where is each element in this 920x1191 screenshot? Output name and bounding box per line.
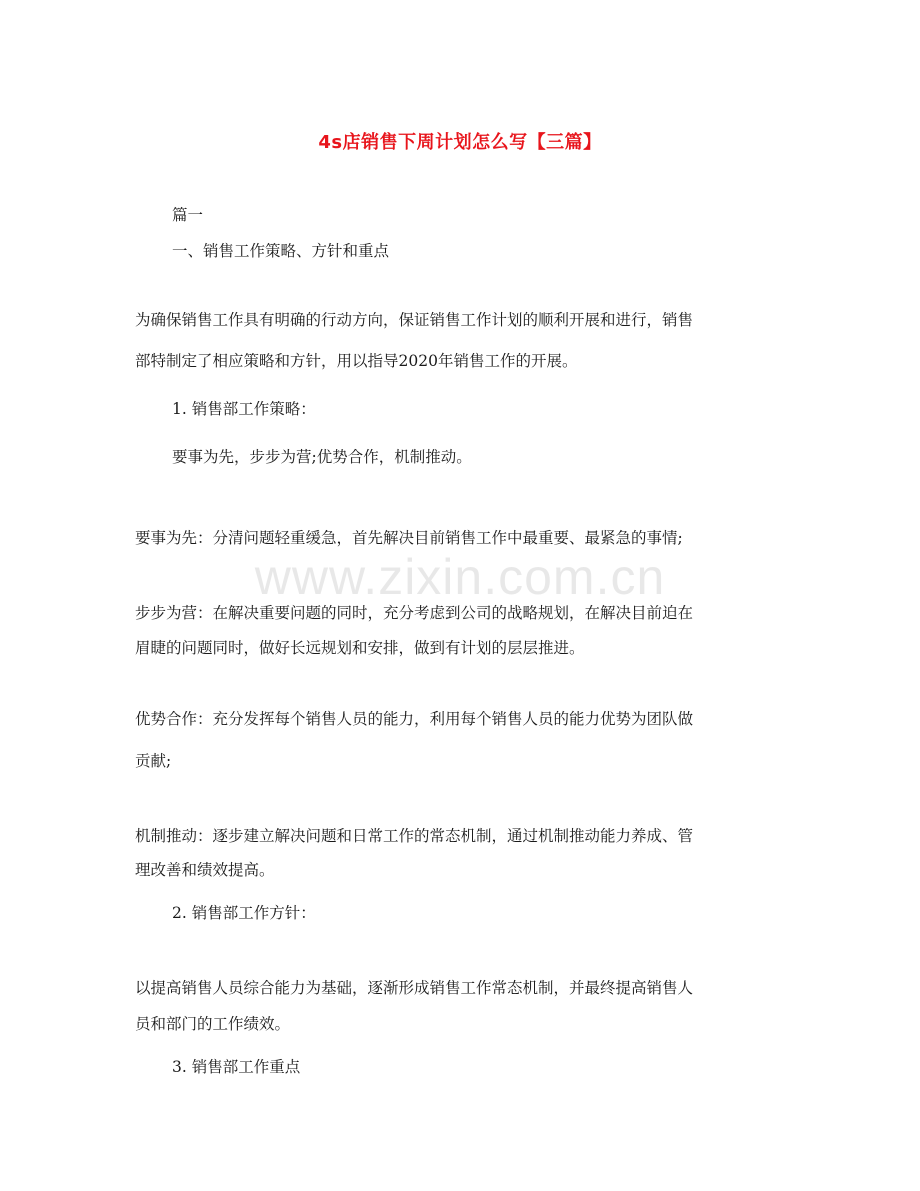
section-heading: 一、销售工作策略、方针和重点: [172, 242, 390, 260]
numbered-heading: 2. 销售部工作方针：: [172, 904, 316, 922]
paragraph-line: 步步为营：在解决重要问题的同时，充分考虑到公司的战略规划，在解决目前迫在: [135, 604, 694, 622]
paragraph-line: 优势合作：充分发挥每个销售人员的能力，利用每个销售人员的能力优势为团队做: [135, 710, 694, 728]
paragraph-line: 贡献;: [135, 752, 172, 770]
paragraph-line: 理改善和绩效提高。: [135, 861, 275, 879]
numbered-heading: 1. 销售部工作策略：: [172, 400, 316, 418]
paragraph-line: 为确保销售工作具有明确的行动方向，保证销售工作计划的顺利开展和进行，销售: [135, 311, 694, 329]
paragraph-line: 以提高销售人员综合能力为基础，逐渐形成销售工作常态机制，并最终提高销售人: [135, 979, 694, 997]
paragraph-line: 眉睫的问题同时，做好长远规划和安排，做到有计划的层层推进。: [135, 639, 585, 657]
paragraph-line: 部特制定了相应策略和方针，用以指导2020年销售工作的开展。: [135, 352, 578, 370]
paragraph-line: 要事为先，步步为营;优势合作，机制推动。: [172, 448, 472, 466]
watermark: www.zixin.com.cn: [254, 549, 666, 605]
document-title: 4s店销售下周计划怎么写【三篇】: [318, 132, 602, 153]
paragraph-line: 机制推动：逐步建立解决问题和日常工作的常态机制，通过机制推动能力养成、管: [135, 827, 694, 845]
numbered-heading: 3. 销售部工作重点: [172, 1058, 301, 1076]
paragraph-line: 要事为先：分清问题轻重缓急，首先解决目前销售工作中最重要、最紧急的事情;: [135, 529, 683, 547]
paragraph-line: 员和部门的工作绩效。: [135, 1015, 291, 1033]
section-label: 篇一: [172, 206, 204, 224]
